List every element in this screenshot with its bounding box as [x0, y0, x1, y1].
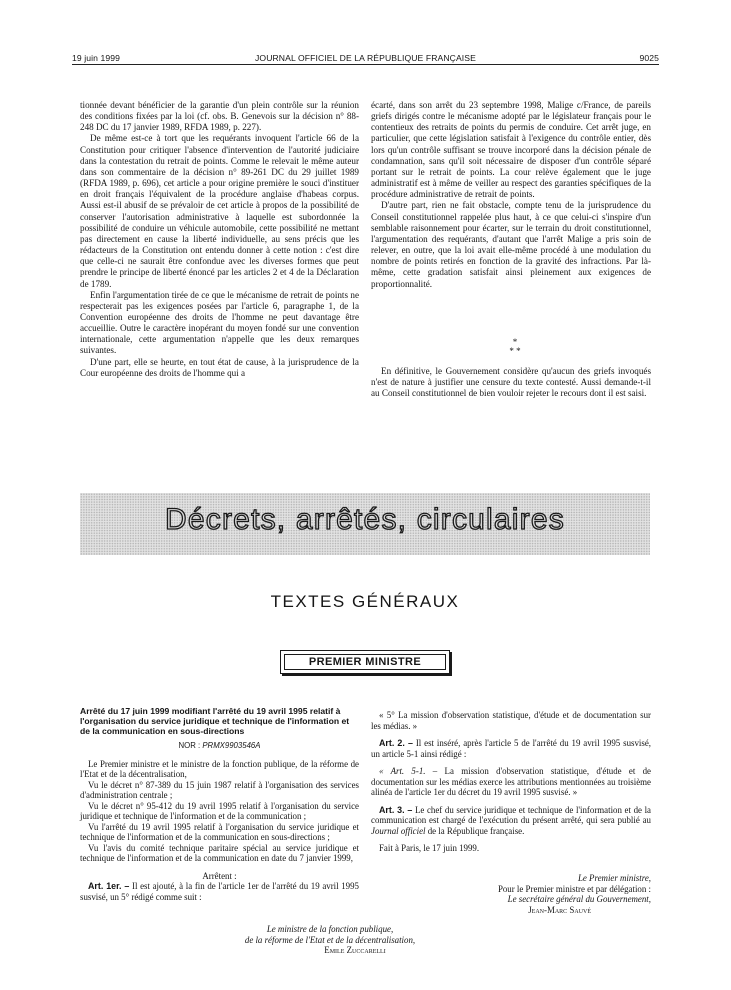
article-5-1-label: « Art. 5-1. –	[379, 766, 438, 776]
article-1-text: Il est ajouté, à la fin de l'article 1er de l'arrêté du 19 avril 1995 susvisé, un 5° rédigé comme suit :	[80, 881, 359, 902]
article-2-text: Il est inséré, après l'article 5 de l'arrêté du 19 avril 1995 susvisé, un article 5-1 ainsi rédigé :	[371, 738, 651, 759]
decree-title: Arrêté du 17 juin 1999 modifiant l'arrêté du 19 avril 1995 relatif à l'organisation du service juridique et technique de l'information et de la communication en sous-directions	[80, 706, 350, 736]
article-3-text-a: Le chef du service juridique et technique de l'information et de la communication est chargé de l'exécution du présent arrêté, qui sera publié au	[371, 804, 651, 825]
paragraph: D'autre part, rien ne fait obstacle, compte tenu de la jurisprudence du Conseil constitutionnel rappelée plus haut, à ce que celui-ci s'inspire d'un semblable raisonnement pour écarter, sur le terrain du droit constitutionnel, l'argumentation des requérants, d'autant que l'arrêt Malige a pris soin de relever, en outre, que la loi avait elle-même procédé à une modulation du nombre de points retirés en fonction de la gravité des infractions. Par là-même, cette gradation satisfait ainsi pleinement aux exigences de proportionnalité.	[371, 200, 651, 289]
article-3-text-b: de la République française.	[425, 825, 525, 836]
article-1-item-5: « 5° La mission d'observation statistique, d'étude et de documentation sur les médias. »	[371, 710, 651, 731]
header-date: 19 juin 1999	[72, 53, 121, 63]
decree-column-right	[371, 710, 651, 854]
signature-name: Emile Zuccarelli	[324, 945, 386, 956]
banner-title: Décrets, arrêtés, circulaires	[165, 503, 565, 536]
signature-delegation: Pour le Premier ministre et par délégation :	[497, 883, 651, 894]
nor-code: PRMX9903546A	[202, 741, 261, 750]
journal-officiel: Journal officiel	[371, 825, 426, 836]
visa-item: Vu le décret n° 87-389 du 15 juin 1987 relatif à l'organisation des services d'administration centrale ;	[80, 779, 359, 800]
asterism-separator: * * *	[509, 337, 521, 356]
signature-title: Le secrétaire général du Gouvernement,	[507, 894, 651, 905]
column-right-conclusion	[371, 366, 651, 399]
header-page-number: 9025	[639, 53, 659, 63]
article-5-1-text: La mission d'observation statistique, d'étude et de documentation sur les médias exerce les attributions mentionnées au troisième alinéa de l'article 1er du décret du 19 avril 1995 susvisé. »	[371, 766, 652, 797]
paragraph: écarté, dans son arrêt du 23 septembre 1998, Malige c/France, de pareils griefs dirigés contre le mécanisme adopté par le législateur français pour le contentieux des retraits de points du permis de conduire. Cet arrêt juge, en particulier, que cette législation satisfait à l'exigence du contrôle entier, dès lors qu'un contrôle suffisant se trouve incorporé dans la décision pénale de condamnation, sans qu'il soit nécessaire de disposer d'un contrôle séparé portant sur le retrait de points. La cour relève également que le juge administratif est à même de veiller au respect des garanties spécifiques de la procédure administrative de retrait de points.	[371, 100, 651, 200]
section-banner	[80, 493, 650, 555]
paragraph: tionnée devant bénéficier de la garantie d'un plein contrôle sur la réunion des conditions fixées par la loi (cf. obs. B. Genevois sur la décision n° 88-248 DC du 17 janvier 1989, RFDA 1989, p. 227).	[80, 100, 359, 133]
visa-item: Vu l'arrêté du 19 avril 1995 relatif à l'organisation du service juridique et technique de l'information et de la communication en sous-directions ;	[80, 821, 359, 842]
article-1-label: Art. 1er. –	[88, 881, 130, 891]
article-3-label: Art. 3. –	[379, 804, 413, 815]
signature-name: Jean-Marc Sauvé	[528, 904, 591, 915]
signature-role-line-2: de la réforme de l'Etat et de la décentralisation,	[244, 934, 416, 945]
nor-reference	[80, 741, 359, 752]
article-2-label: Art. 2. –	[379, 738, 413, 748]
section-title: TEXTES GÉNÉRAUX	[270, 592, 460, 611]
done-at: Fait à Paris, le 17 juin 1999.	[379, 843, 480, 853]
signature-role: Le Premier ministre,	[577, 873, 651, 883]
paragraph: Enfin l'argumentation tirée de ce que le mécanisme de retrait de points ne respecterait pas les exigences posées par l'article 6, paragraphe 1, de la Convention européenne des droits de l'homme ne peut davantage être accueillie. Outre le caractère inopérant du moyen fondé sur une convention internationale, cette argumentation n'appelle que les deux remarques suivantes.	[80, 289, 359, 356]
column-right-top	[371, 100, 651, 290]
paragraph: D'une part, elle se heurte, en tout état de cause, à la jurisprudence de la Cour européenne des droits de l'homme qui a	[80, 356, 359, 378]
decree-column-left	[80, 706, 359, 902]
ministry-label: PREMIER MINISTRE	[284, 654, 446, 670]
paragraph: De même est-ce à tort que les requérants invoquent l'article 66 de la Constitution pour critiquer l'absence d'intervention de l'autorité judiciaire dans la contestation du retrait de points. Comme le relevait le même auteur dans son commentaire de la décision n° 89-261 DC du 29 juillet 1989 (RFDA 1989, p. 696), cet article a pour origine première le souci d'instituer en droit français l'équivalent de la procédure anglaise d'habeas corpus. Aussi est-il abusif de se prévaloir de cet article à propos de la possibilité de conserver l'autorisation administrative à laquelle est subordonnée la possibilité de conduire un véhicule automobile, cette possibilité ne mettant pas directement en cause la liberté individuelle, au sens précis que les rédacteurs de la Constitution ont entendu donner à cette notion : c'est dire que celle-ci ne saurait être confondue avec les diverses formes que peut prendre le principe de liberté énoncé par les articles 2 et 4 de la Déclaration de 1789.	[80, 133, 359, 289]
article-3	[371, 805, 651, 837]
ministry-box	[280, 650, 450, 674]
signature-block-minister	[80, 924, 580, 956]
visa-item: Vu l'avis du comité technique paritaire spécial au service juridique et technique de l'information et de la communication en date du 7 janvier 1999,	[80, 842, 359, 863]
signature-role-line-1: Le ministre de la fonction publique,	[266, 924, 394, 934]
paragraph: En définitive, le Gouvernement considère qu'aucun des griefs invoqués n'est de nature à justifier une censure du texte contesté. Aussi demande-t-il au Conseil constitutionnel de bien vouloir rejeter le recours dont il est saisi.	[371, 366, 651, 399]
header-rule	[72, 64, 659, 65]
arretent: Arrêtent :	[202, 870, 237, 881]
article-2	[371, 738, 651, 759]
article-1	[80, 881, 359, 902]
column-left-top	[80, 100, 359, 379]
nor-label: NOR :	[178, 741, 203, 750]
visa-item: Vu le décret n° 95-412 du 19 avril 1995 relatif à l'organisation du service juridique et technique de l'information et de la communication ;	[80, 800, 359, 821]
decree-intro: Le Premier ministre et le ministre de la fonction publique, de la réforme de l'Etat et de la décentralisation,	[80, 758, 359, 779]
article-5-1	[371, 766, 651, 798]
signature-block-pm	[371, 873, 651, 915]
header-journal-title: JOURNAL OFFICIEL DE LA RÉPUBLIQUE FRANÇAISE	[255, 53, 476, 63]
